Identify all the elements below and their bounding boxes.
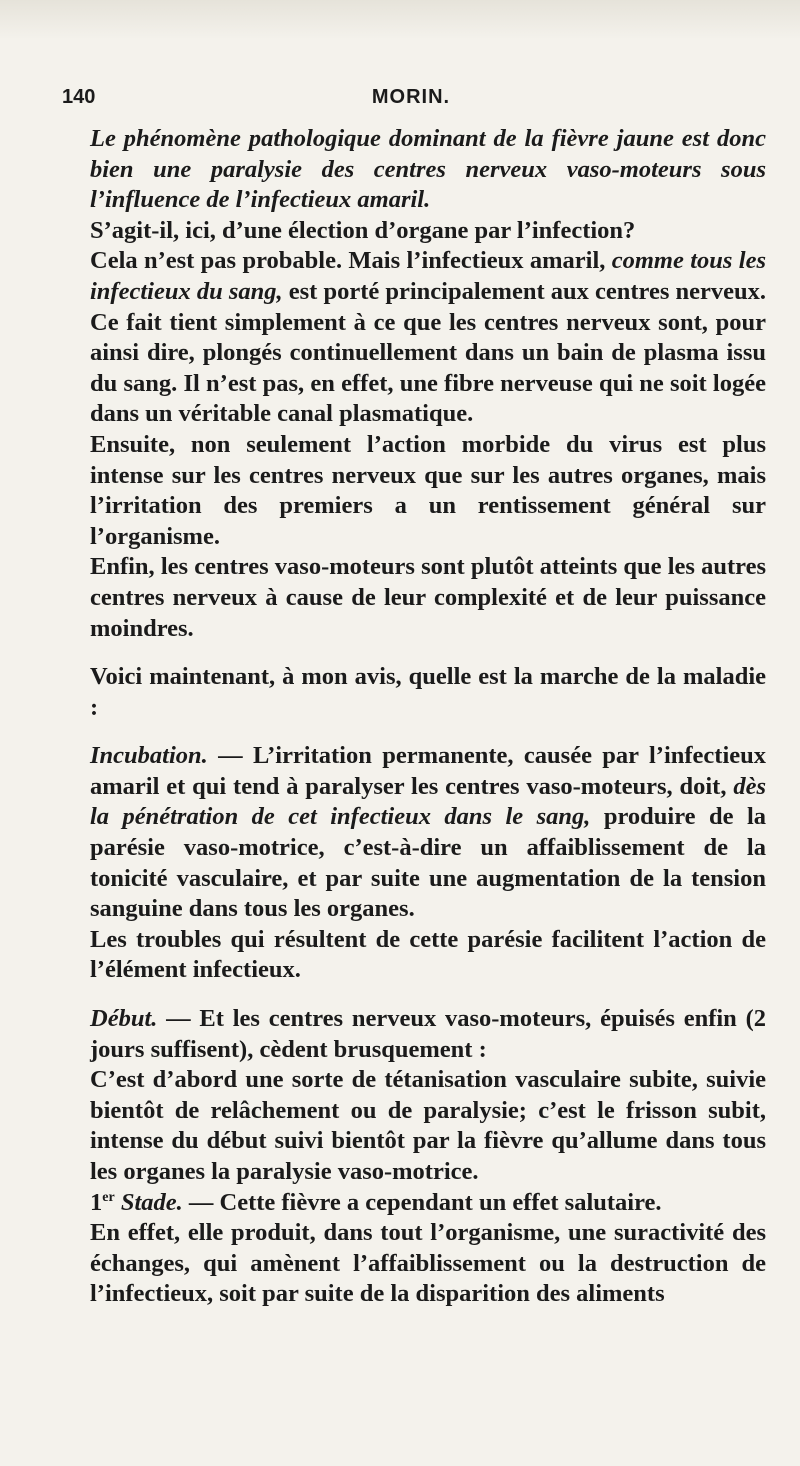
paragraph-effect: En effet, elle produit, dans tout l’organisme, une suractivité des échanges, qui amènent l’affaiblissement ou la destruction de l’infectieux, soit par suite de la disparition des aliments bbox=[90, 1219, 766, 1308]
paragraph-troubles: Les troubles qui résultent de cette parésie facilitent l’action de l’élément infectieux. bbox=[90, 925, 766, 984]
emphasis-penetration: dès la pénétration de cet infectieux dans le sang, bbox=[90, 772, 766, 831]
paragraph-action: Ensuite, non seulement l’action morbide du virus est plus intense sur les centres nerveux que sur les autres organes, mais l’irritation des premiers a un rentissement général sur l’organisme. bbox=[90, 430, 766, 550]
heading-stage: Stade. bbox=[114, 1188, 183, 1216]
paragraph-question: S’agit-il, ici, d’une élection d’organe par l’infection? bbox=[90, 216, 636, 244]
running-header bbox=[62, 86, 760, 116]
paragraph-debut: Début. — Et les centres nerveux vaso-moteurs, épuisés enfin (2 jours suffisent), cèdent brusquement : bbox=[90, 1005, 766, 1063]
running-title: MORIN. bbox=[371, 86, 451, 108]
heading-incubation: Incubation. bbox=[90, 742, 208, 770]
paragraph-infectious: Cela n’est pas probable. Mais l’infectieux amaril, comme tous les infectieux du sang, est porté principalement aux centres nerveux. Ce fait tient simplement à ce que les centres nerveux sont, pour ainsi dire, plongés continuellement dans un bain de plasma issu du sang. Il n’est pas, en effet, une fibre nerveuse qui ne soit logée dans un véritable canal plasmatique. bbox=[90, 247, 767, 428]
heading-debut: Début. bbox=[90, 1005, 158, 1033]
body-text bbox=[90, 124, 766, 1310]
paragraph-tetanisation: C’est d’abord une sorte de tétanisation vasculaire subite, suivie bientôt de relâchement ou de paralysie; c’est le frisson subit, intense du début suivi bientôt par la fièvre qu’allume dans tous les organes la paralysie vaso-motrice. bbox=[90, 1066, 766, 1185]
paragraph-vasomotor: Enfin, les centres vaso-moteurs sont plutôt atteints que les autres centres nerveux à cause de leur complexité et de leur puissance moindres. bbox=[90, 553, 766, 642]
paragraph-stage-one: 1er Stade. — Cette fièvre a cependant un effet salutaire. bbox=[90, 1188, 662, 1216]
stage-ordinal: er bbox=[102, 1189, 115, 1205]
stage-number: 1 bbox=[90, 1188, 103, 1216]
paragraph-course-intro: Voici maintenant, à mon avis, quelle est la marche de la maladie : bbox=[90, 663, 766, 721]
page-number: 140 bbox=[62, 86, 96, 108]
emphasis-blood-infectious: comme tous les infectieux du sang, bbox=[90, 247, 767, 305]
paragraph-incubation: Incubation. — L’irritation permanente, causée par l’infectieux amaril et qui tend à paralyser les centres vaso-moteurs, doit, dès la pénétration de cet infectieux dans le sang, produire de la parésie vaso-motrice, c’est-à-dire un affaiblissement de la tonicité vasculaire, et par suite une augmentation de la tension sanguine dans tous les organes. bbox=[90, 742, 766, 923]
page-edge-shadow bbox=[0, 0, 800, 40]
paragraph-conclusion: Le phénomène pathologique dominant de la fièvre jaune est donc bien une paralysie des centres nerveux vaso-moteurs sous l’influence de l’infectieux amaril. bbox=[90, 125, 766, 214]
